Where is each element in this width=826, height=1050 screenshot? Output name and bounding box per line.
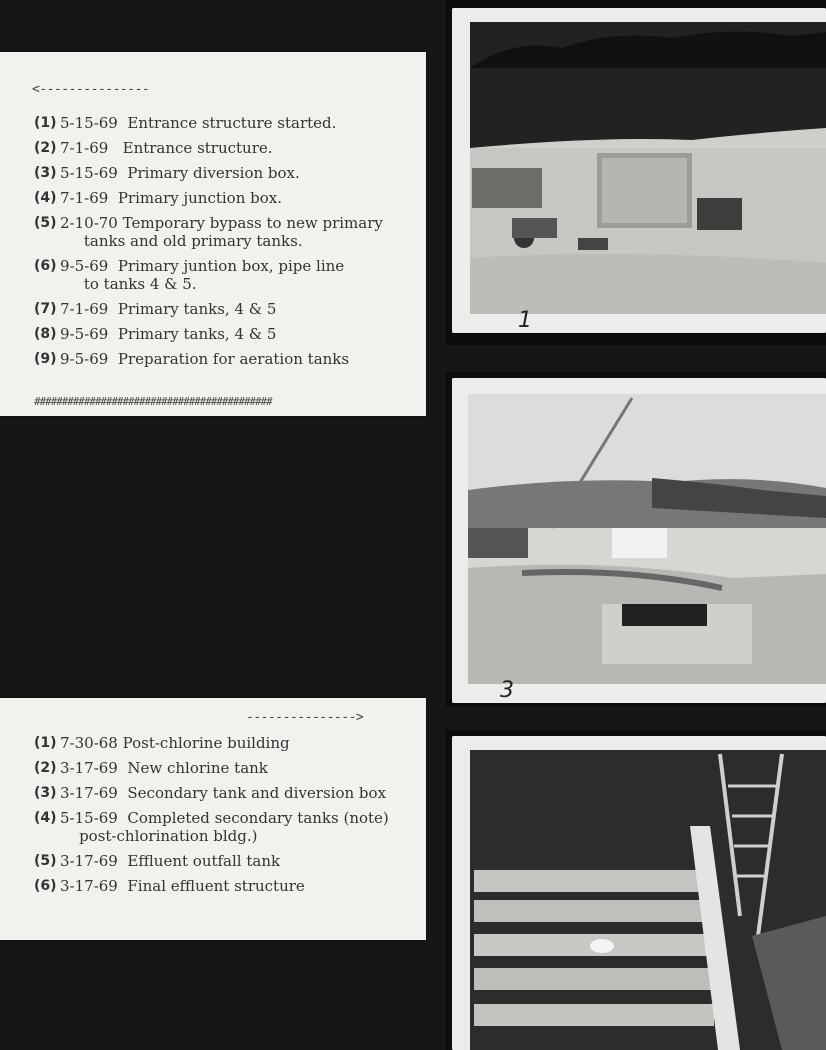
- photo-number-2: 3: [500, 678, 514, 703]
- list-item: (6) 9-5-69 Primary juntion box, pipe line to tanks 4 & 5.: [34, 257, 345, 293]
- list-item: (2) 7-1-69 Entrance structure.: [34, 139, 273, 157]
- list-item: (1) 7-30-68 Post-chlorine building: [34, 734, 290, 752]
- list-item: (5) 2-10-70 Temporary bypass to new primary tanks and old primary tanks.: [34, 214, 383, 250]
- list-item: (6) 3-17-69 Final effluent structure: [34, 877, 305, 895]
- construction-photo-1: [452, 8, 826, 333]
- photo-number-1: 1: [518, 308, 532, 333]
- entry-list-bottom: [34, 734, 418, 902]
- list-item: (8) 9-5-69 Primary tanks, 4 & 5: [34, 325, 277, 343]
- list-item: (2) 3-17-69 New chlorine tank: [34, 759, 268, 777]
- right-arrow: --------------->: [246, 710, 364, 725]
- construction-photo-3: [452, 736, 826, 1050]
- entry-list-top: [34, 114, 418, 375]
- construction-photo-2: [452, 378, 826, 703]
- list-item: (4) 5-15-69 Completed secondary tanks (note) post-chlorination bldg.): [34, 809, 389, 845]
- list-item: (3) 3-17-69 Secondary tank and diversion box: [34, 784, 387, 802]
- list-item: (9) 9-5-69 Preparation for aeration tanks: [34, 350, 350, 368]
- list-item: (5) 3-17-69 Effluent outfall tank: [34, 852, 281, 870]
- caption-card-bottom: [0, 698, 426, 940]
- list-item: (3) 5-15-69 Primary diversion box.: [34, 164, 300, 182]
- left-arrow: <---------------: [32, 82, 150, 97]
- list-item: (1) 5-15-69 Entrance structure started.: [34, 114, 337, 132]
- hash-divider: ###########################################: [34, 395, 272, 408]
- list-item: (4) 7-1-69 Primary junction box.: [34, 189, 283, 207]
- caption-card-top: [0, 52, 426, 416]
- list-item: (7) 7-1-69 Primary tanks, 4 & 5: [34, 300, 277, 318]
